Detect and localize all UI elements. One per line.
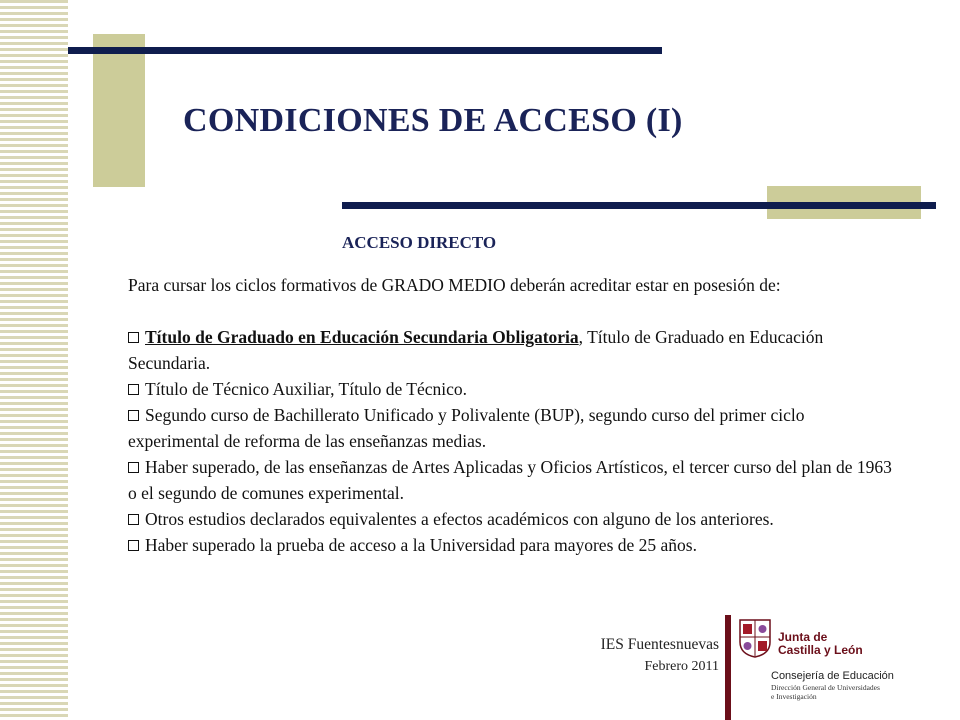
checkbox-bullet-icon (128, 384, 139, 395)
slide-subtitle: ACCESO DIRECTO (342, 233, 497, 252)
intro-text: Para cursar los ciclos formativos de GRADO MEDIO deberán acreditar estar en posesión de: (128, 275, 781, 295)
checkbox-bullet-icon (128, 410, 139, 421)
bullet-text: Título de Técnico Auxiliar, Título de Técnico. (145, 379, 467, 399)
bullet-item (128, 324, 898, 376)
decorative-stripes (0, 0, 68, 720)
bullet-text: Otros estudios declarados equivalentes a efectos académicos con alguno de los anteriores. (145, 509, 774, 529)
checkbox-bullet-icon (128, 462, 139, 473)
bullet-underlined-text: Título de Graduado en Educación Secundaria Obligatoria (145, 327, 579, 347)
bullet-item (128, 376, 898, 402)
direccion-label (771, 684, 880, 701)
footer-date: Febrero 2011 (644, 659, 719, 674)
footer-divider (725, 615, 731, 720)
logo-line: Castilla y León (778, 643, 863, 657)
checkbox-bullet-icon (128, 332, 139, 343)
bullet-text: Haber superado, de las enseñanzas de Artes Aplicadas y Oficios Artísticos, el tercer curso del plan de 1963 o el segundo de comunes experimental. (128, 457, 892, 503)
bullet-item (128, 454, 898, 506)
bullet-item (128, 532, 898, 558)
slide-body (128, 272, 898, 558)
slide-title: CONDICIONES DE ACCESO (I) (183, 102, 683, 139)
direccion-line: Dirección General de Universidades (771, 683, 880, 692)
logo-line: Junta de (778, 630, 828, 644)
bullet-item (128, 402, 898, 454)
decorative-khaki-block (93, 34, 145, 187)
bullet-text: Segundo curso de Bachillerato Unificado y Polivalente (BUP), segundo curso del primer ciclo experimental de reforma de las enseñanzas medias. (128, 405, 805, 451)
footer-school: IES Fuentesnuevas (600, 636, 719, 653)
castilla-leon-shield-icon (738, 618, 772, 658)
decorative-top-line (68, 47, 662, 54)
logo-wordmark (778, 631, 863, 657)
bullet-item (128, 506, 898, 532)
decorative-middle-line (342, 202, 936, 209)
bullet-text: , Título de Graduado en Educación Secundaria. (128, 327, 824, 373)
direccion-line: e Investigación (771, 691, 817, 701)
bullet-text: Haber superado la prueba de acceso a la Universidad para mayores de 25 años. (145, 535, 697, 555)
spacer (128, 298, 898, 324)
consejeria-label: Consejería de Educación (771, 670, 894, 682)
checkbox-bullet-icon (128, 540, 139, 551)
checkbox-bullet-icon (128, 514, 139, 525)
